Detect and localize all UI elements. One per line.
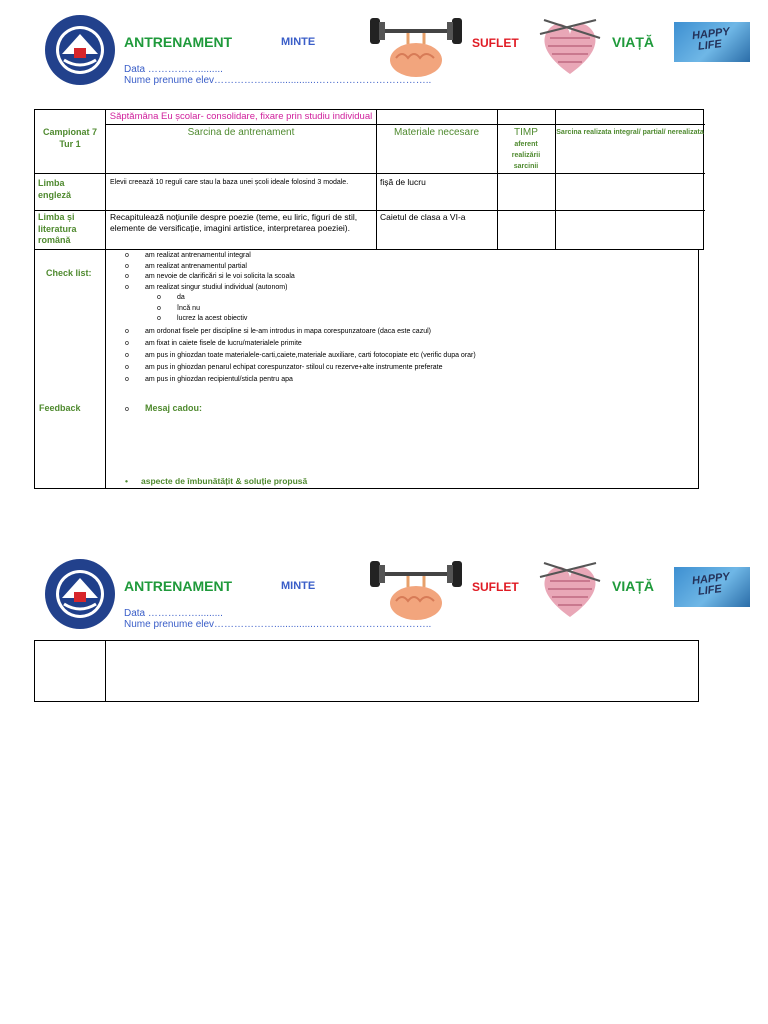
list-item[interactable]: o am nevoie de clarificări si le voi solicita la scoala (125, 273, 295, 280)
antrenament-title: ANTRENAMENT (124, 578, 233, 594)
time-column-header (497, 127, 555, 172)
knitted-heart-icon (536, 557, 604, 626)
sub-list-item[interactable]: o da (157, 294, 185, 301)
barbell-brain-icon (368, 557, 464, 626)
checklist-feedback-box (34, 249, 699, 489)
viata-label: VIAȚĂ (612, 578, 654, 594)
task-english: Elevii creează 10 reguli care stau la baza unei școli ideale folosind 3 modale. (110, 179, 349, 186)
subject-english: Limba engleză (38, 178, 72, 200)
school-seal-logo (44, 14, 116, 91)
sub-list-item[interactable]: o încă nu (157, 304, 200, 312)
list-item[interactable]: o am pus in ghiozdan recipientul/sticla pentru apa (125, 376, 293, 383)
happy-text: HAPPY (691, 570, 731, 588)
improvement-item[interactable]: • aspecte de îmbunătățit & soluție propusă (125, 476, 308, 486)
student-name-field: Nume prenume elev………………...............…………………………….. (124, 619, 432, 630)
happy-text: HAPPY (691, 25, 731, 43)
data-field: Data ……………......... (124, 64, 223, 75)
improvement-label: aspecte de îmbunătățit & soluție propusă (141, 476, 308, 486)
barbell-brain-icon (368, 14, 464, 83)
task-column-header: Sarcina de antrenament (187, 127, 295, 138)
list-item[interactable]: o am realizat antrenamentul integral (125, 252, 251, 259)
minte-label: MINTE (281, 36, 316, 48)
second-table (34, 640, 699, 702)
happy-life-image (674, 567, 750, 607)
materials-romanian: Caietul de clasa a VI-a (380, 212, 466, 222)
checklist-label: Check list: (46, 268, 92, 278)
life-text: LIFE (697, 38, 723, 53)
school-seal-logo (44, 558, 116, 635)
time-subtitle: aferent realizării sarcinii (511, 141, 541, 170)
viata-label: VIAȚĂ (612, 34, 654, 50)
materials-column-header: Materiale necesare (393, 127, 480, 138)
list-item[interactable]: o am pus in ghiozdan toate materialele-carti,caiete,materiale auxiliare, carti fotocopiate etc (verific dupa orar) (125, 352, 476, 359)
list-item[interactable]: o am realizat antrenamentul partial (125, 262, 247, 270)
materials-english: fișă de lucru (380, 177, 426, 187)
minte-label: MINTE (281, 580, 316, 592)
time-title: TIMP (514, 127, 538, 138)
status-column-header: Sarcina realizata integral/ partial/ nerealizata (556, 129, 704, 136)
list-item[interactable]: o am fixat in caiete fisele de lucru/materialele primite (125, 340, 302, 347)
campionat-label: Campionat 7 Tur 1 (42, 127, 97, 149)
suflet-label: SUFLET (472, 580, 519, 594)
list-item[interactable]: o am realizat singur studiul individual (autonom) (125, 283, 288, 291)
feedback-label: Feedback (39, 403, 81, 413)
data-field: Data ……………......... (124, 608, 223, 619)
suflet-label: SUFLET (472, 36, 519, 50)
subject-romanian: Limba și literatura română (38, 212, 77, 245)
antrenament-title: ANTRENAMENT (124, 34, 233, 50)
list-item[interactable]: o am pus in ghiozdan penarul echipat corespunzator- stiloul cu rezerve+alte instrumente preferate (125, 364, 443, 371)
list-item[interactable]: o am ordonat fisele per discipline si le-am introdus in mapa corespunzatoare (daca este cazul) (125, 328, 431, 335)
knitted-heart-icon (536, 14, 604, 83)
checklist-items (125, 250, 695, 390)
header-2 (0, 545, 768, 645)
sub-list-item[interactable]: o lucrez la acest obiectiv (157, 315, 248, 322)
happy-life-image (674, 22, 750, 62)
gift-message-item[interactable]: o Mesaj cadou: (125, 403, 203, 413)
gift-message-label: Mesaj cadou: (145, 403, 203, 413)
life-text: LIFE (697, 583, 723, 598)
week-title: Săptămâna Eu școlar- consolidare, fixare prin studiu individual (109, 111, 373, 122)
training-table (34, 109, 704, 250)
student-name-field: Nume prenume elev………………...............…………………………….. (124, 75, 432, 86)
task-romanian: Recapitulează noțiunile despre poezie (teme, eu liric, figuri de stil, elemente de versificație, imagini artistice, interpretarea poeziei). (110, 212, 358, 233)
header-1 (0, 0, 768, 100)
